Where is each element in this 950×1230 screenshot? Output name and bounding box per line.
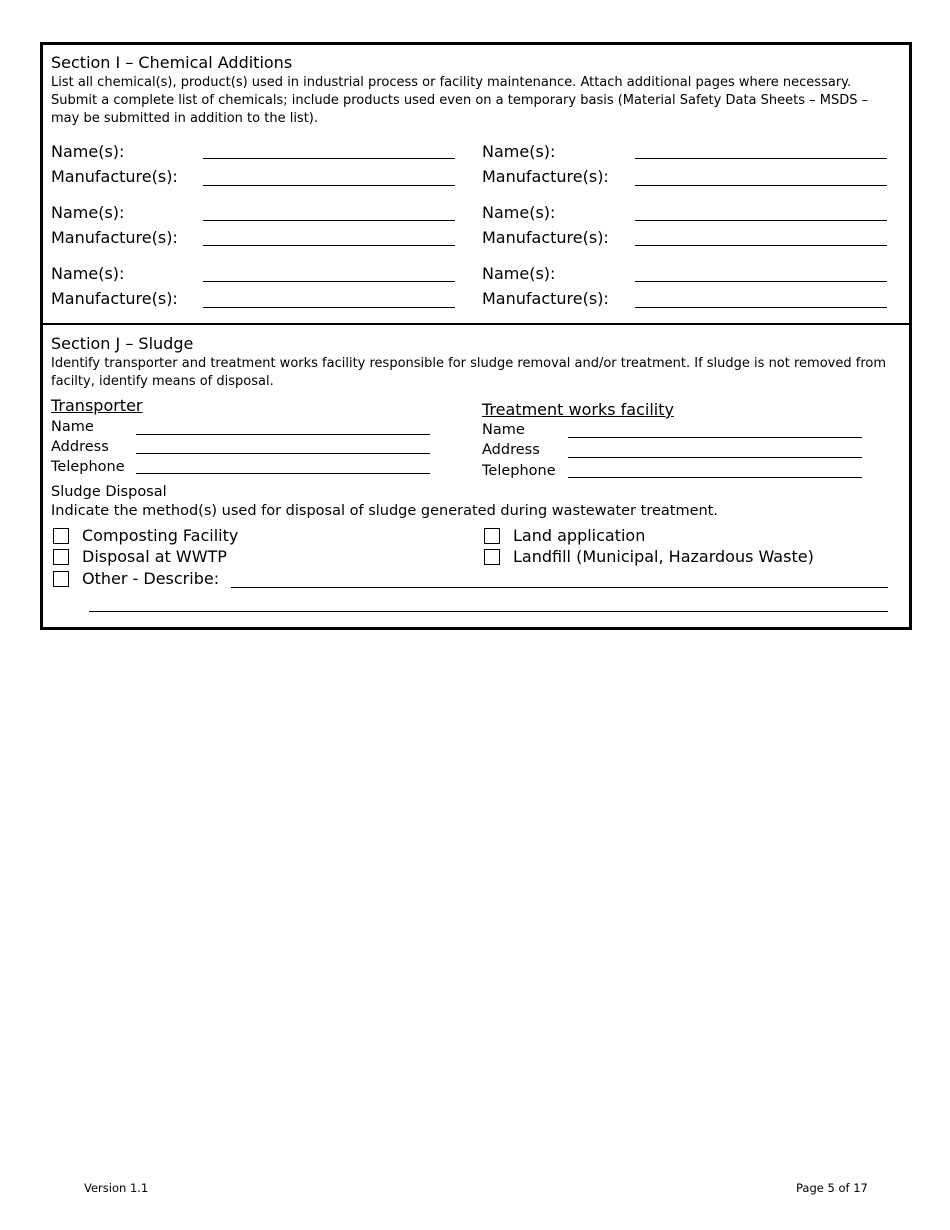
name-label: Name(s):	[51, 203, 125, 222]
treatment-address-label: Address	[482, 442, 540, 458]
sludge-disposal-heading: Sludge Disposal	[51, 484, 167, 500]
treatment-address-field[interactable]	[568, 457, 862, 458]
chemical-manufacture-field-4[interactable]	[635, 245, 887, 246]
page-number: Page 5 of 17	[796, 1181, 868, 1195]
manufacture-label: Manufacture(s):	[51, 289, 178, 308]
transporter-address-field[interactable]	[136, 453, 430, 454]
land-application-label: Land application	[513, 526, 646, 545]
chemical-manufacture-field-1[interactable]	[203, 185, 455, 186]
disposal-wwtp-checkbox[interactable]	[53, 549, 69, 565]
chemical-manufacture-field-6[interactable]	[635, 307, 887, 308]
chemical-name-field-2[interactable]	[635, 158, 887, 159]
transporter-name-field[interactable]	[136, 434, 430, 435]
manufacture-label: Manufacture(s):	[482, 228, 609, 247]
chemical-manufacture-field-5[interactable]	[203, 307, 455, 308]
name-label: Name(s):	[482, 203, 556, 222]
form-box	[40, 42, 912, 630]
section-divider	[43, 323, 909, 325]
treatment-name-label: Name	[482, 422, 525, 438]
name-label: Name(s):	[51, 142, 125, 161]
manufacture-label: Manufacture(s):	[482, 289, 609, 308]
treatment-telephone-field[interactable]	[568, 477, 862, 478]
treatment-telephone-label: Telephone	[482, 463, 556, 479]
transporter-address-label: Address	[51, 439, 109, 455]
transporter-telephone-field[interactable]	[136, 473, 430, 474]
chemical-name-field-3[interactable]	[203, 220, 455, 221]
transporter-telephone-label: Telephone	[51, 459, 125, 475]
chemical-name-field-1[interactable]	[203, 158, 455, 159]
manufacture-label: Manufacture(s):	[51, 228, 178, 247]
treatment-name-field[interactable]	[568, 437, 862, 438]
chemical-name-field-5[interactable]	[203, 281, 455, 282]
disposal-wwtp-label: Disposal at WWTP	[82, 547, 227, 566]
transporter-name-label: Name	[51, 419, 94, 435]
section-i-instructions: List all chemical(s), product(s) used in industrial process or facility maintenance. Attach additional pages where necessary. Submit a complete list of chemicals; include products used even on a temporary basis (Material Safety Data Sheets – MSDS – may be submitted in addition to the list).	[51, 75, 869, 126]
composting-facility-label: Composting Facility	[82, 526, 239, 545]
manufacture-label: Manufacture(s):	[51, 167, 178, 186]
section-j-title: Section J – Sludge	[51, 334, 194, 353]
name-label: Name(s):	[482, 264, 556, 283]
transporter-heading: Transporter	[51, 396, 143, 415]
name-label: Name(s):	[482, 142, 556, 161]
chemical-manufacture-field-3[interactable]	[203, 245, 455, 246]
name-label: Name(s):	[51, 264, 125, 283]
version-label: Version 1.1	[84, 1181, 149, 1195]
section-j-instructions: Identify transporter and treatment works facility responsible for sludge removal and/or treatment. If sludge is not removed from facilty, identify means of disposal.	[51, 356, 886, 389]
composting-facility-checkbox[interactable]	[53, 528, 69, 544]
treatment-facility-heading: Treatment works facility	[482, 400, 674, 419]
other-describe-field-line-2[interactable]	[89, 611, 888, 612]
landfill-label: Landfill (Municipal, Hazardous Waste)	[513, 547, 814, 566]
other-checkbox[interactable]	[53, 571, 69, 587]
other-describe-field[interactable]	[231, 587, 888, 588]
landfill-checkbox[interactable]	[484, 549, 500, 565]
other-describe-label: Other - Describe:	[82, 569, 220, 588]
chemical-name-field-6[interactable]	[635, 281, 887, 282]
section-i-title: Section I – Chemical Additions	[51, 53, 293, 72]
manufacture-label: Manufacture(s):	[482, 167, 609, 186]
chemical-name-field-4[interactable]	[635, 220, 887, 221]
land-application-checkbox[interactable]	[484, 528, 500, 544]
sludge-disposal-instructions: Indicate the method(s) used for disposal of sludge generated during wastewater treatment.	[51, 503, 718, 519]
chemical-manufacture-field-2[interactable]	[635, 185, 887, 186]
